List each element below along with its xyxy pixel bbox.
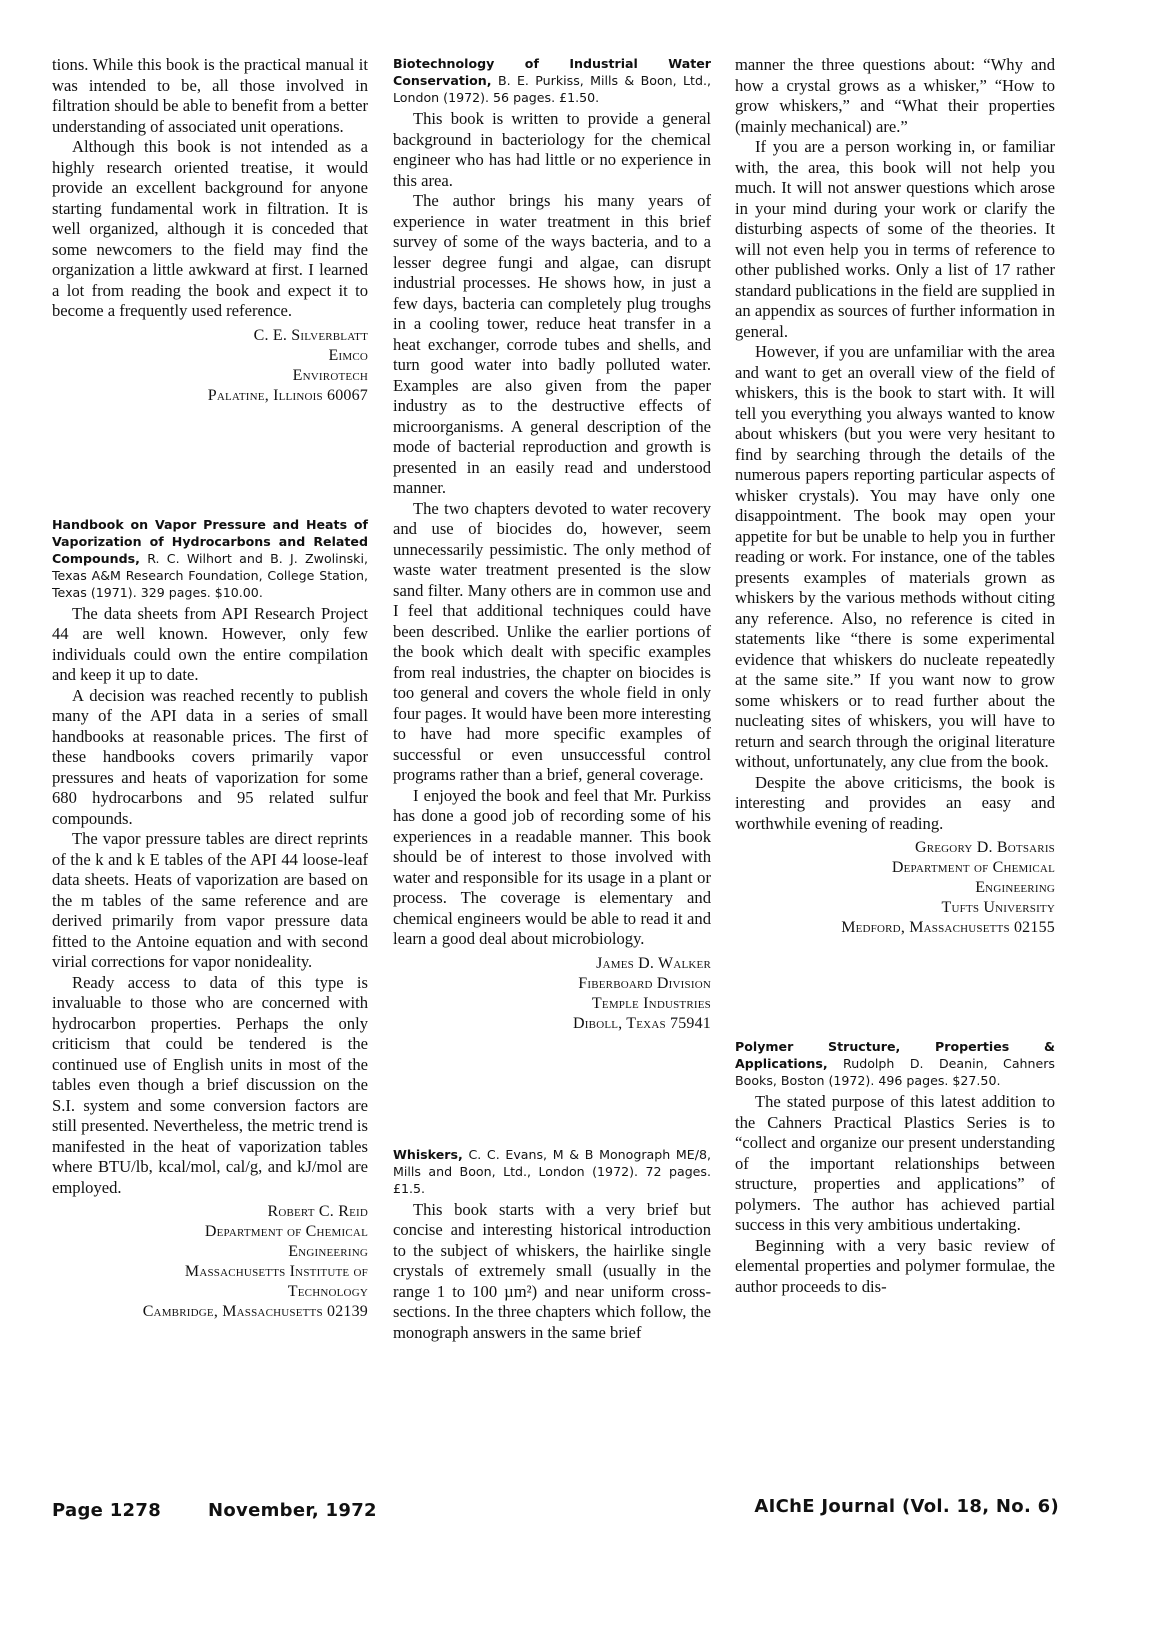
paragraph: If you are a person working in, or familiar with, the area, this book will not help you much. It will not answer questions which arose in your mind during your work or clarify the disturbing aspects of some of the theories. It will not even help you in terms of reference to other published works. Only a list of 17 rather standard publications in the field are supplied in an appendix as sources of further information in general. <box>735 137 1055 341</box>
paragraph: tions. While this book is the practical manual it was intended to be, all those involved in filtration should be able to benefit from a better understanding of associated unit operations. <box>52 55 368 136</box>
paragraph: The vapor pressure tables are direct reprints of the k and k E tables of the API 44 loose-leaf data sheets. Heats of vaporization are based on the m tables of the same reference and are derived primarily from vapor pressure data fitted to the Antoine equation and with second virial corrections for vapor nonideality. <box>52 829 368 971</box>
page-number: Page 1278 <box>52 1500 162 1521</box>
reviewer-affiliation: Technology <box>287 1283 368 1300</box>
reviewer-address: Diboll, Texas 75941 <box>573 1014 711 1032</box>
reviewer-name: Robert C. Reid <box>267 1203 368 1220</box>
journal-citation: AIChE Journal (Vol. 18, No. 6) <box>754 1496 1059 1517</box>
reviewer-address: Medford, Massachusetts 02155 <box>841 919 1055 936</box>
review-heading <box>52 516 368 601</box>
paragraph: Beginning with a very basic review of elemental properties and polymer formulae, the author proceeds to dis- <box>735 1235 1055 1296</box>
review-heading <box>735 1038 1055 1089</box>
book-title: Biotechnology of Industrial Water Conservation, <box>393 56 711 88</box>
reviewer-address: Cambridge, Massachusetts 02139 <box>142 1303 368 1320</box>
issue-date: November, 1972 <box>208 1500 377 1521</box>
book-citation: B. E. Purkiss, Mills & Boon, Ltd., London (1972). 56 pages. £1.50. <box>393 73 711 105</box>
reviewer-affiliation: Massachusetts Institute of <box>184 1263 368 1280</box>
paragraph: Despite the above criticisms, the book is interesting and provides an easy and worthwhile evening of reading. <box>735 772 1055 833</box>
paragraph: This book starts with a very brief but concise and interesting historical introduction to the subject of whiskers, the hairlike single crystals of extremely small (usually in the range 1 to 100 µm²) and near uniform cross-sections. In the three chapters which follow, the monograph answers in the same brief <box>393 1199 711 1342</box>
paragraph: I enjoyed the book and feel that Mr. Purkiss has done a good job of recording some of his experiences in a readable manner. This book should be of interest to those involved with water and responsible for its usage in a plant or process. The coverage is elementary and chemical engineers would be able to read it and learn a good deal about microbiology. <box>393 785 711 948</box>
reviewer-affiliation: Engineering <box>288 1243 368 1260</box>
review-heading <box>393 1146 711 1197</box>
paragraph: This book is written to provide a general background in bacteriology for the chemical engineer who has had little or no experience in this area. <box>393 109 711 190</box>
reviewer-affiliation: Department of Chemical <box>204 1223 368 1240</box>
reviewer-name: C. E. Silverblatt <box>253 326 368 344</box>
book-title: Handbook on Vapor Pressure and Heats of Vaporization of Hydrocarbons and Related Compounds, <box>52 516 368 566</box>
paragraph: However, if you are unfamiliar with the area and want to get an overall view of the field of whiskers, this is the book to start with. It will tell you everything you always wanted to know about whiskers (but you were very hesitant to find by searching through the details of the numerous papers reporting particular aspects of whisker crystals). You may have only one disappointment. The book may open your appetite for but be unable to help you in further reading or work. For instance, one of the tables presents examples of materials grown as whiskers by the various methods without citing any reference. Also, no reference is cited in statements like “there is some experimental evidence that whiskers do nucleate repeatedly at the same site.” If you want now to grow some whiskers or to read further about the nucleating sites of whiskers, you will have to return and search through the original literature without, unfortunately, any clue from the book. <box>735 342 1055 771</box>
column-middle <box>393 55 711 1343</box>
paragraph: The stated purpose of this latest addition to the Cahners Practical Plastics Series is to “collect and organize our present understanding of the important relationships between structure, properties and applications” of polymers. The author has achieved partial success in this very ambitious undertaking. <box>735 1092 1055 1234</box>
paragraph: Although this book is not intended as a highly research oriented treatise, it would provide an excellent background for anyone starting fundamental work in filtration. It is well organized, although it is conceded that some newcomers to the field may find the organization a little awkward at first. I learned a lot from reading the book and expect it to become a frequently used reference. <box>52 137 368 320</box>
book-citation: Rudolph D. Deanin, Cahners Books, Boston (1972). 496 pages. $27.50. <box>735 1056 1055 1088</box>
reviewer-affiliation: Engineering <box>975 879 1055 896</box>
reviewer-signature <box>393 954 711 1034</box>
reviewer-address: Palatine, Illinois 60067 <box>207 386 368 404</box>
column-right <box>735 55 1055 1297</box>
reviewer-affiliation: Department of Chemical <box>891 859 1055 876</box>
book-title: Whiskers, <box>393 1146 463 1162</box>
book-citation: C. C. Evans, M & B Monograph ME/8, Mills and Boon, Ltd., London (1972). 72 pages. £1.5. <box>393 1146 711 1196</box>
paragraph: Ready access to data of this type is invaluable to those who are concerned with hydrocarbon properties. Perhaps the only criticism that could be tendered is the continued use of English units in most of the tables even though a brief discussion on the S.I. system and some conversion factors are still presented. Nevertheless, the metric trend is manifested in the heat of vaporization tables where BTU/lb, kcal/mol, cal/g, and kJ/mol are employed. <box>52 972 368 1197</box>
reviewer-name: Gregory D. Botsaris <box>914 839 1055 856</box>
reviewer-signature <box>735 838 1055 938</box>
reviewer-signature <box>52 1202 368 1322</box>
reviewer-name: James D. Walker <box>596 954 711 972</box>
column-left <box>52 55 368 1322</box>
book-title: Polymer Structure, Properties & Applications, <box>735 1039 1055 1071</box>
paragraph: The author brings his many years of experience in water treatment in this brief survey of some of the ways bacteria, and to a lesser degree fungi and algae, can disrupt industrial processes. He shows how, in just a few days, bacteria can completely plug troughs in a cooling tower, reduce heat transfer in a heat exchanger, corrode tubes and shells, and turn good water into badly polluted water. Examples are also given from the paper industry as to the destructive effects of microorganisms. A general description of the mode of bacterial reproduction and growth is presented in an easily read and understood manner. <box>393 191 711 497</box>
paragraph: The two chapters devoted to water recovery and use of biocides do, however, seem unnecessarily pessimistic. The only method of waste water treatment presented is the slow sand filter. Many others are in common use and I feel that additional techniques could have been described. Unlike the earlier portions of the book which dealt with specific examples from real industries, the chapter on biocides is too general and covers the whole field in only four pages. It would have been more interesting to have had more specific examples of successful or even unsuccessful control programs rather than a brief, general coverage. <box>393 498 711 784</box>
reviewer-affiliation: Envirotech <box>292 366 368 384</box>
reviewer-affiliation: Tufts University <box>941 899 1055 916</box>
paragraph: manner the three questions about: “Why and how a crystal grows as a whisker,” “How to grow whiskers,” and “What their properties (mainly mechanical) are.” <box>735 55 1055 136</box>
reviewer-affiliation: Eimco <box>328 346 368 364</box>
review-heading <box>393 55 711 106</box>
reviewer-signature <box>52 326 368 406</box>
paragraph: A decision was reached recently to publish many of the API data in a series of small handbooks at reasonable prices. The first of these handbooks covers primarily vapor pressures and heats of vaporization for some 680 hydrocarbons and 95 related sulfur compounds. <box>52 685 368 828</box>
book-citation: R. C. Wilhort and B. J. Zwolinski, Texas A&M Research Foundation, College Station, Texas (1971). 329 pages. $10.00. <box>52 550 368 600</box>
reviewer-affiliation: Temple Industries <box>591 994 711 1012</box>
reviewer-affiliation: Fiberboard Division <box>578 974 711 992</box>
paragraph: The data sheets from API Research Project 44 are well known. However, only few individuals could own the entire compilation and keep it up to date. <box>52 603 368 684</box>
